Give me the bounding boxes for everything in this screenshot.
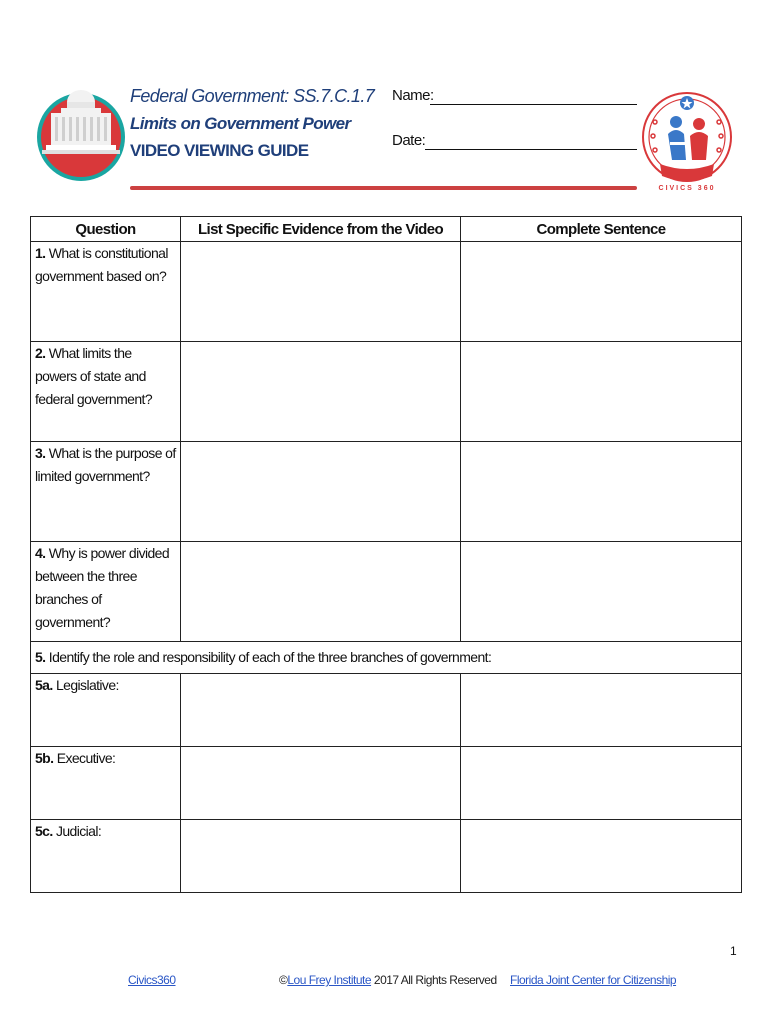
- question-1: 1. What is constitutional government based on?: [31, 242, 181, 342]
- date-field-line[interactable]: [425, 149, 637, 150]
- table-row: [31, 242, 742, 342]
- column-header-evidence: List Specific Evidence from the Video: [181, 217, 461, 242]
- header-divider: [130, 186, 637, 190]
- name-label: Name:: [392, 87, 434, 104]
- sentence-cell-3[interactable]: [461, 442, 742, 542]
- sentence-cell-5a[interactable]: [461, 674, 742, 747]
- column-header-sentence: Complete Sentence: [461, 217, 742, 242]
- evidence-cell-2[interactable]: [181, 342, 461, 442]
- table-row: [31, 542, 742, 642]
- table-row: [31, 642, 742, 674]
- question-5b: 5b. Executive:: [31, 747, 181, 820]
- table-header-row: [31, 217, 742, 242]
- column-header-question: Question: [31, 217, 181, 242]
- date-label: Date:: [392, 132, 426, 149]
- civics360-seal-logo: [642, 62, 732, 208]
- sentence-cell-4[interactable]: [461, 542, 742, 642]
- page-number: 1: [730, 944, 737, 958]
- topic-title: Limits on Government Power: [130, 114, 351, 133]
- guide-title: VIDEO VIEWING GUIDE: [130, 141, 309, 160]
- question-3: 3. What is the purpose of limited government?: [31, 442, 181, 542]
- table-row: [31, 747, 742, 820]
- footer-institute-link[interactable]: Lou Frey Institute: [287, 973, 372, 987]
- table-row: [31, 442, 742, 542]
- course-title: Federal Government: SS.7.C.1.7: [130, 86, 375, 106]
- evidence-cell-4[interactable]: [181, 542, 461, 642]
- name-field-line[interactable]: [430, 104, 637, 105]
- viewing-guide-table: [30, 216, 742, 893]
- evidence-cell-5c[interactable]: [181, 820, 461, 893]
- table-row: [31, 820, 742, 893]
- question-5c: 5c. Judicial:: [31, 820, 181, 893]
- seal-text: CIVICS 360: [658, 185, 716, 192]
- question-4: 4. Why is power divided between the three branches of government?: [31, 542, 181, 642]
- evidence-cell-5b[interactable]: [181, 747, 461, 820]
- sentence-cell-1[interactable]: [461, 242, 742, 342]
- sentence-cell-5b[interactable]: [461, 747, 742, 820]
- sentence-cell-2[interactable]: [461, 342, 742, 442]
- footer-fjcc-link[interactable]: Florida Joint Center for Citizenship: [510, 973, 677, 987]
- question-5: 5. Identify the role and responsibility of each of the three branches of government:: [31, 642, 742, 674]
- evidence-cell-1[interactable]: [181, 242, 461, 342]
- evidence-cell-3[interactable]: [181, 442, 461, 542]
- sentence-cell-5c[interactable]: [461, 820, 742, 893]
- table-row: [31, 342, 742, 442]
- footer-civics360-link[interactable]: Civics360: [128, 973, 176, 987]
- capitol-logo: [36, 62, 126, 212]
- question-5a: 5a. Legislative:: [31, 674, 181, 747]
- question-2: 2. What limits the powers of state and federal government?: [31, 342, 181, 442]
- table-row: [31, 674, 742, 747]
- evidence-cell-5a[interactable]: [181, 674, 461, 747]
- footer-copyright: ©Lou Frey Institute 2017 All Rights Reserved: [279, 973, 497, 987]
